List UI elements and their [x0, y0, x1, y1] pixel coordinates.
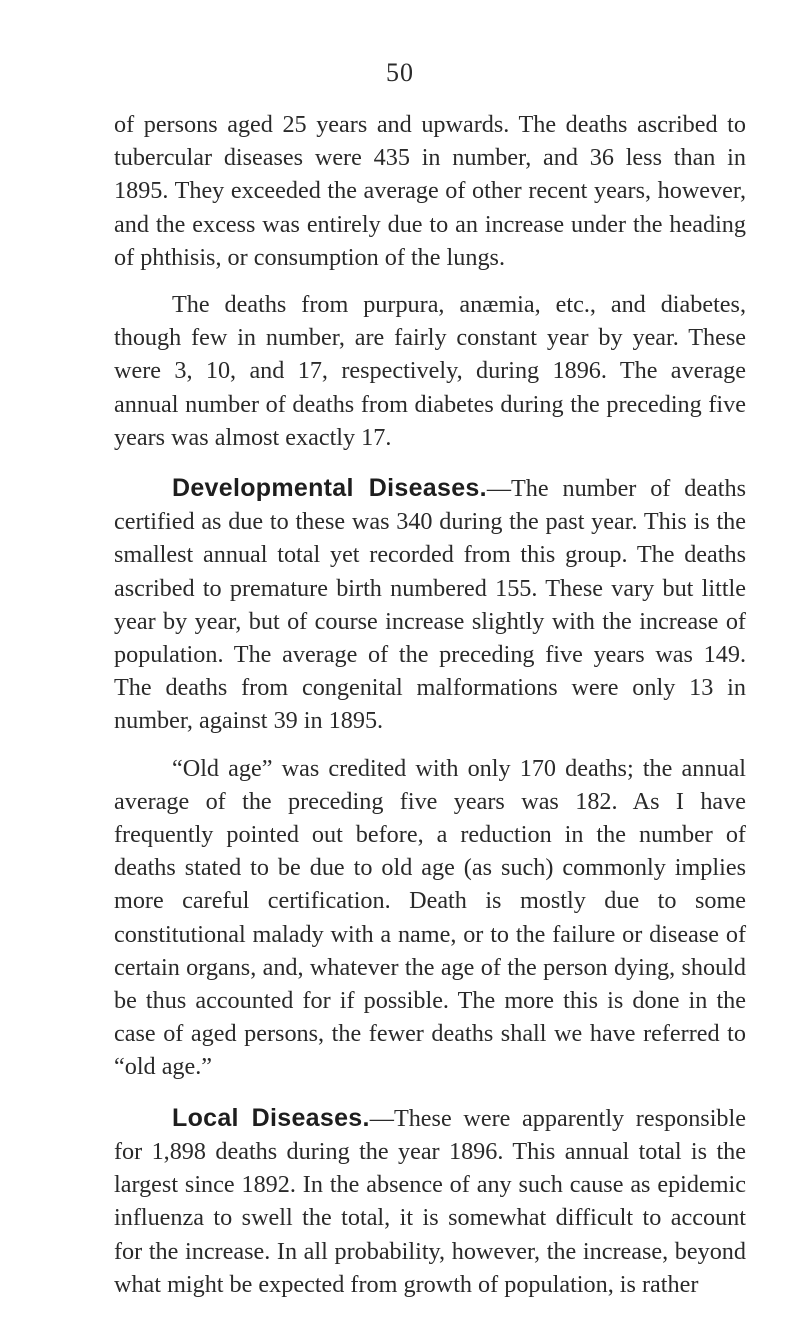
body-text [114, 108, 746, 1301]
page-number: 50 [386, 58, 414, 87]
paragraph-developmental-diseases [114, 472, 746, 738]
paragraph-text: —The number of deaths certified as due to these was 340 during the past year. This is the smallest annual total yet recorded from this group. The deaths ascribed to premature birth numbered 155. These vary but little year by year, but of course increase slightly with the increase of population. The average of the preceding five years was 149. The deaths from congenital malformations were only 13 in number, against 39 in 1895. [114, 475, 746, 735]
section-heading-local: Local Diseases. [172, 1103, 370, 1132]
paragraph-tubercular [114, 108, 746, 274]
paragraph-text: of persons aged 25 years and upwards. The deaths ascribed to tubercular diseases were 435 in number, and 36 less than in 1895. They exceeded the average of other recent years, however, and the excess was entirely due to an increase under the heading of phthisis, or consumption of the lungs. [114, 111, 746, 271]
section-heading-developmental: Developmental Diseases. [172, 474, 487, 503]
paragraph-text: “Old age” was credited with only 170 deaths; the annual average of the preceding five years was 182. As I have frequently pointed out before, a reduction in the number of deaths stated to be due to old age (as such) commonly implies more careful certification. Death is mostly due to some constitutional malady with a name, or to the failure or disease of certain organs, and, whatever the age of the person dying, should be thus accounted for if possible. The more this is done in the case of aged persons, the fewer deaths shall we have referred to “old age.” [114, 754, 746, 1081]
paragraph-local-diseases [114, 1102, 746, 1301]
paragraph-old-age [114, 752, 746, 1084]
paragraph-text: —These were apparently responsible for 1,898 deaths during the year 1896. This annual total is the largest since 1892. In the absence of any such cause as epidemic influenza to swell the total, it is somewhat difficult to account for the increase. In all probability, however, the increase, beyond what might be expected from growth of population, is rather [114, 1104, 746, 1298]
paragraph-purpura-diabetes [114, 288, 746, 454]
paragraph-text: The deaths from purpura, anæmia, etc., and diabetes, though few in number, are fairly constant year by year. These were 3, 10, and 17, respectively, during 1896. The average annual number of deaths from diabetes during the preceding five years was almost exactly 17. [114, 291, 746, 451]
